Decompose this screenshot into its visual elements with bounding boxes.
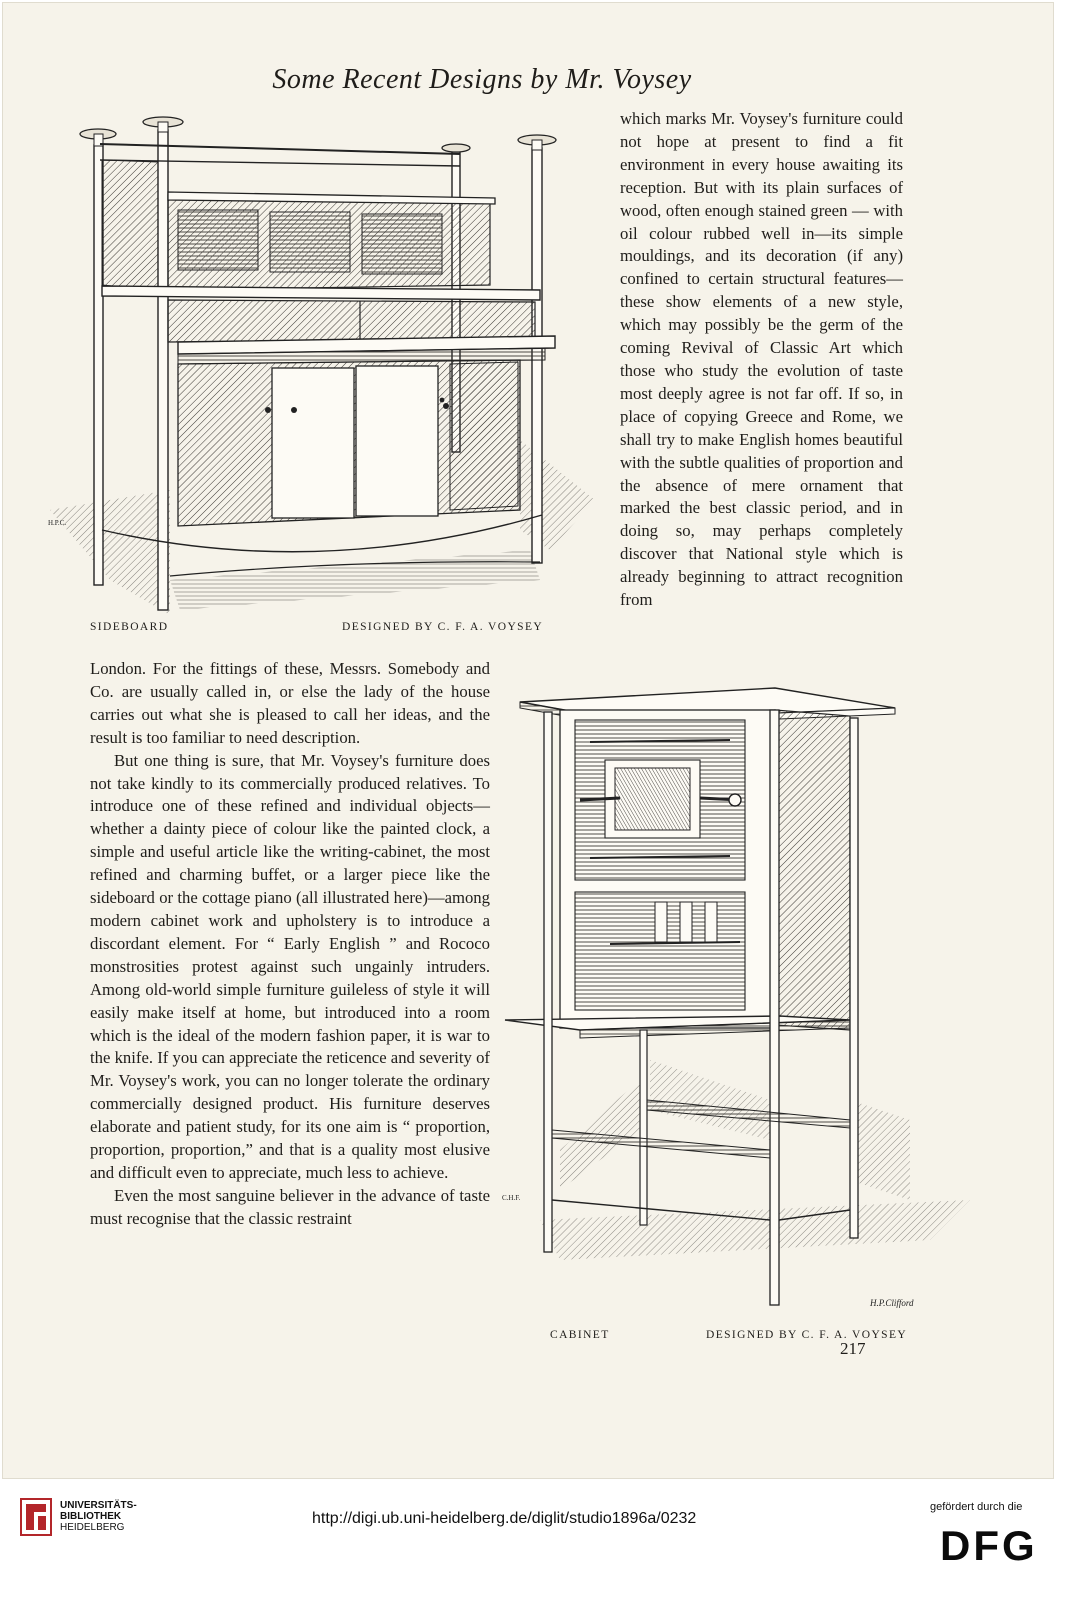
sideboard-artist-signature: H.P.C. [48,519,67,527]
library-name-line-2: BIBLIOTHEK [60,1511,122,1522]
right-column-paragraph: which marks Mr. Voysey's furniture could not hope at present to find a fit environment in every house awaiting its reception. But with its plain surfaces of wood, often enough stained green — with oil colour rubbed well in—its simple mouldings, and its decoration (if any) confined to certain structural features—these show elements of a new style, which may possibly be the germ of the coming Revival of Classic Art which those who study the evolution of taste most deeply agree is not far off. If so, in place of copying Greece and Rome, we shall try to make English homes beautiful with the subtle qualities of proportion and the absence of mere ornament that marked the best classic period, and in doing so, may perhaps completely discover that National style which is already beginning to attract recognition from [620,109,903,610]
digitization-url-link[interactable]: http://digi.ub.uni-heidelberg.de/diglit/studio1896a/0232 [312,1510,697,1527]
sideboard-caption-credit: DESIGNED BY C. F. A. VOYSEY [342,621,544,633]
right-column-text [620,108,903,612]
sideboard-caption-title: SIDEBOARD [90,621,169,633]
cabinet-caption-credit: DESIGNED BY C. F. A. VOYSEY [706,1329,908,1341]
dfg-logo: DFG [940,1522,1038,1569]
left-column-paragraph-2: But one thing is sure, that Mr. Voysey's furniture does not take kindly to its commercially produced relatives. To introduce one of these refined and individual objects—whether a dainty piece of colour like the painted clock, a simple and useful article like the writing-cabinet, the most refined and charming buffet, or a larger piece like the sideboard or the cottage piano (all illustrated here)—among modern cabinet work and upholstery is to introduce a discordant element. For “ Early English ” and Rococo monstrosities protest against such ungainly intruders. Among old-world simple furniture guileless of style it will easily make itself at home, but introduced into a room which is the ideal of the modern fashion paper, it is war to the knife. If you can appreciate the reticence and severity of Mr. Voysey's work, you can no longer tolerate the ordinary commercially designed product. His furniture deserves elaborate and patient study, for its one aim is “ proportion, proportion, proportion,” and that is a quality most elusive and difficult even to appreciate, much less to achieve. [90,750,490,1182]
running-head: Some Recent Designs by Mr. Voysey [272,64,692,95]
cabinet-illustration [500,680,970,1320]
left-column-text [90,658,490,1231]
left-column-paragraph-3: Even the most sanguine believer in the advance of taste must recognise that the classic restraint [90,1185,490,1228]
funded-by-label: gefördert durch die [930,1501,1023,1513]
cabinet-caption-title: CABINET [550,1329,610,1341]
university-library-name [60,1500,137,1533]
library-name-line-3: HEIDELBERG [60,1522,125,1533]
library-name-line-1: UNIVERSITÄTS- [60,1500,137,1511]
page-number: 217 [840,1339,866,1358]
cabinet-artist-signature-left: C.H.F. [502,1194,521,1202]
scanned-page [2,2,1054,1479]
sideboard-illustration [40,110,600,615]
left-column-paragraph-1: London. For the fittings of these, Messrs. Somebody and Co. are usually called in, or else the lady of the house carries out what she is pleased to call her ideas, and the result is too familiar to need description. [90,659,490,747]
cabinet-artist-signature-right: H.P.Clifford [870,1298,914,1308]
university-library-logo-icon [20,1498,52,1536]
digitization-footer [0,1480,1071,1597]
